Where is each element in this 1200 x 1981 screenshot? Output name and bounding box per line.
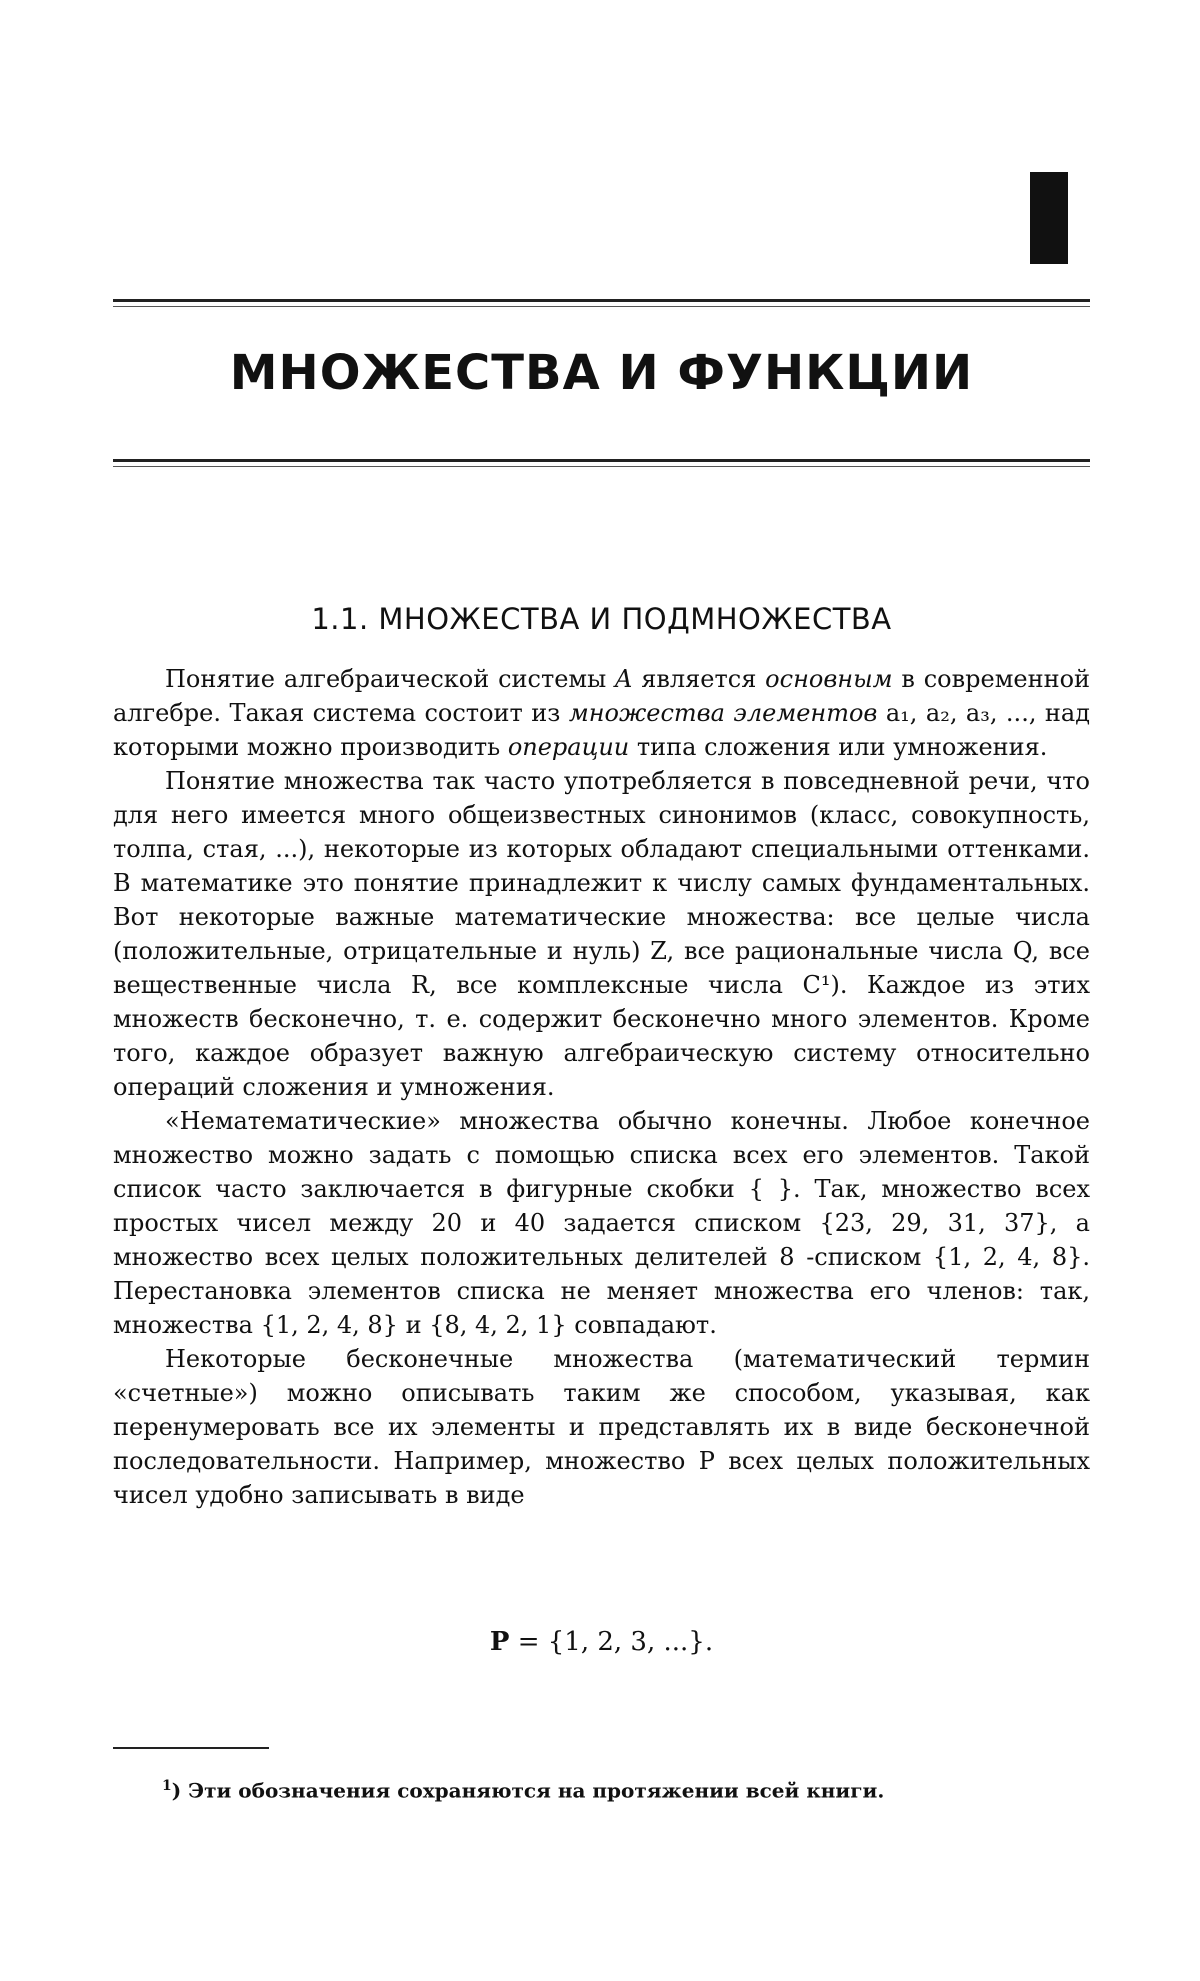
paragraph-1: Понятие алгебраической системы A является основным в современной алгебре. Такая система состоит из множества элементов a₁, a₂, a₃, ..., над которыми можно производить операции типа сложения или умножения.	[113, 665, 1091, 761]
top-rule-thin	[113, 306, 1090, 307]
bottom-rule-thin	[113, 466, 1090, 467]
section-title: 1.1. МНОЖЕСТВА И ПОДМНОЖЕСТВА	[311, 602, 892, 636]
formula: P = {1, 2, 3, ...}.	[489, 1627, 714, 1657]
chapter-number-bar	[1030, 172, 1068, 264]
top-rule	[113, 299, 1090, 302]
chapter-title: МНОЖЕСТВА И ФУНКЦИИ	[229, 345, 974, 401]
paragraph-3: «Нематематические» множества обычно конечны. Любое конечное множество можно задать с помощью списка всех его элементов. Такой список часто заключается в фигурные скобки { }. Так, множество всех простых чисел между 20 и 40 задается списком {23, 29, 31, 37}, а множество всех целых положительных делителей 8 -списком {1, 2, 4, 8}. Перестановка элементов списка не меняет множества его членов: так, множества {1, 2, 4, 8} и {8, 4, 2, 1} совпадают.	[113, 1107, 1090, 1339]
paragraph-2: Понятие множества так часто употребляется в повседневной речи, что для него имеется много общеизвестных синонимов (класс, совокупность, толпа, стая, ...), некоторые из которых обладают специальными оттенками. В математике это понятие принадлежит к числу самых фундаментальных. Вот некоторые важные математические множества: все целые числа (положительные, отрицательные и нуль) Z, все рациональные числа Q, все вещественные числа R, все комплексные числа C¹). Каждое из этих множеств бесконечно, т. е. содержит бесконечно много элементов. Кроме того, каждое образует важную алгебраическую систему относительно операций сложения и умножения.	[113, 767, 1090, 1101]
body-text	[113, 662, 1090, 1512]
paragraph-4: Некоторые бесконечные множества (математический термин «счетные») можно описывать таким же способом, указывая, как перенумеровать все их элементы и представлять их в виде бесконечной последовательности. Например, множество P всех целых положительных чисел удобно записывать в виде	[113, 1345, 1090, 1509]
footnote: $^1$) Эти обозначения сохраняются на протяжении всей книги.	[162, 1778, 885, 1803]
bottom-rule	[113, 459, 1090, 462]
footnote-rule	[113, 1747, 269, 1749]
